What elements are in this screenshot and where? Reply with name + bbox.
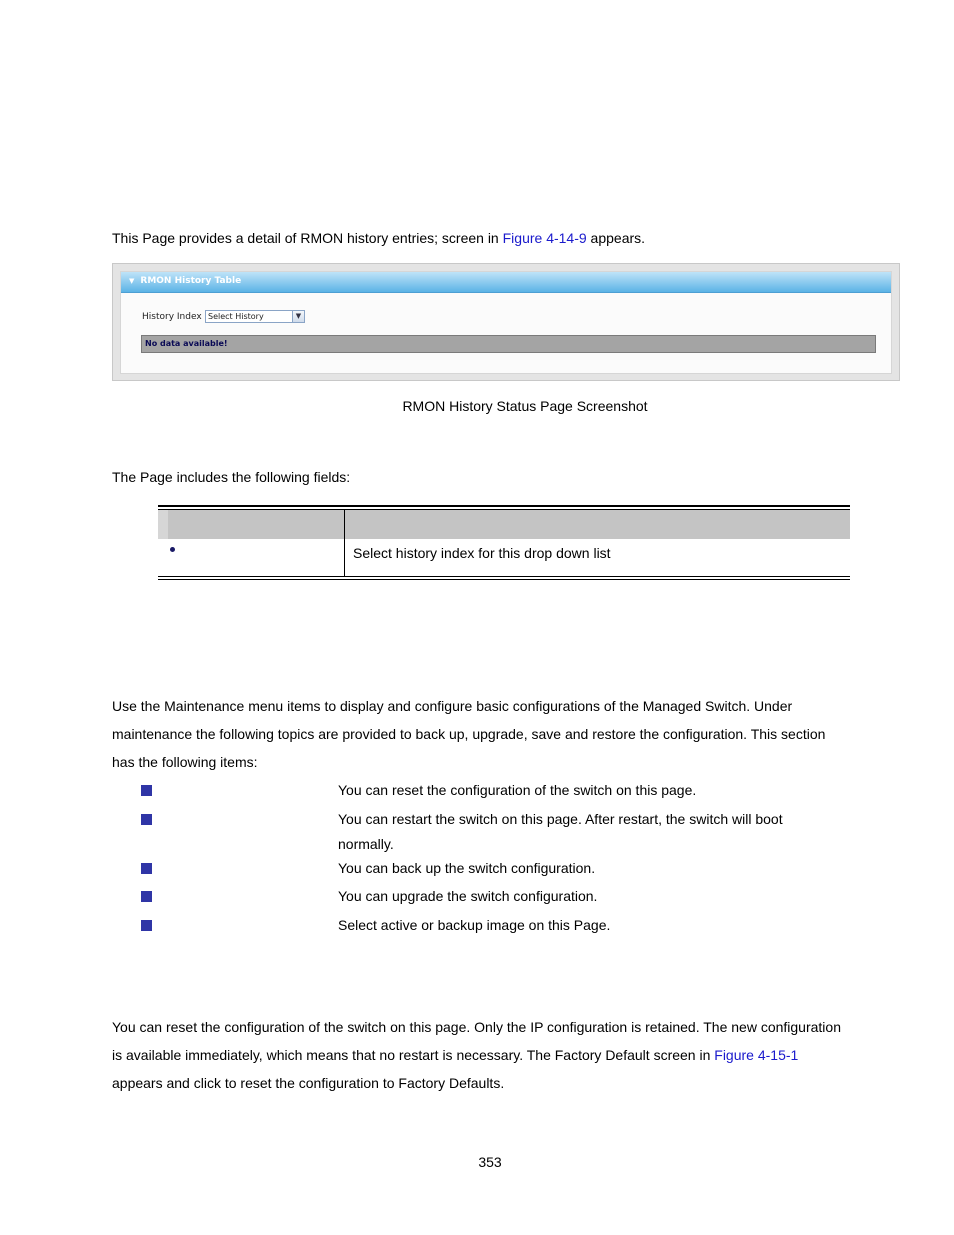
factory-default-text-start: is available immediately, which means that no restart is necessary. The Factory Default screen in xyxy=(112,1047,715,1063)
no-data-message: No data available! xyxy=(141,335,876,353)
list-item: You can reset the configuration of the switch on this page. xyxy=(338,782,697,798)
intro-text-start: This Page provides a detail of RMON history entries; screen in xyxy=(112,230,503,246)
rmon-panel xyxy=(120,271,892,374)
rmon-panel-title xyxy=(129,276,241,286)
factory-default-text: You can reset the configuration of the switch on this page. Only the IP configuration is retained. The new configuration xyxy=(112,1019,841,1035)
history-index-select[interactable] xyxy=(205,310,305,323)
figure-link[interactable]: Figure 4-14-9 xyxy=(502,230,587,246)
page-number: 353 xyxy=(478,1154,502,1170)
list-item: You can upgrade the switch configuration. xyxy=(338,888,598,904)
rmon-screenshot xyxy=(112,263,900,381)
table-rule xyxy=(158,576,850,577)
chevron-down-icon[interactable]: ▼ xyxy=(292,311,304,322)
history-index-select-value: Select History xyxy=(208,312,264,321)
maintenance-text: Use the Maintenance menu items to display and configure basic configurations of the Managed Switch. Under xyxy=(112,698,793,714)
rmon-panel-title-text: RMON History Table xyxy=(140,276,242,286)
square-bullet-icon xyxy=(141,814,152,825)
list-item-continued: normally. xyxy=(338,836,394,852)
table-cell-description: Select history index for this drop down list xyxy=(353,545,611,561)
fields-intro: The Page includes the following fields: xyxy=(112,469,351,485)
table-rule xyxy=(158,579,850,580)
figure-caption: RMON History Status Page Screenshot xyxy=(402,398,648,414)
table-column-divider xyxy=(344,510,345,577)
square-bullet-icon xyxy=(141,920,152,931)
table-header-shade xyxy=(158,510,168,539)
bullet-icon xyxy=(170,547,175,552)
intro-text xyxy=(112,230,645,246)
list-item: You can restart the switch on this page. After restart, the switch will boot xyxy=(338,811,783,827)
factory-default-text xyxy=(112,1047,798,1063)
maintenance-text: maintenance the following topics are provided to back up, upgrade, save and restore the configuration. This section xyxy=(112,726,826,742)
factory-default-text: appears and click to reset the configuration to Factory Defaults. xyxy=(112,1075,505,1091)
list-item: Select active or backup image on this Page. xyxy=(338,917,611,933)
list-item: You can back up the switch configuration. xyxy=(338,860,596,876)
square-bullet-icon xyxy=(141,863,152,874)
maintenance-text: has the following items: xyxy=(112,754,258,770)
collapse-arrow-icon: ▼ xyxy=(129,277,135,285)
table-header xyxy=(158,510,850,539)
history-index-label: History Index xyxy=(142,312,202,322)
square-bullet-icon xyxy=(141,891,152,902)
table-rule xyxy=(158,505,850,507)
square-bullet-icon xyxy=(141,785,152,796)
figure-link[interactable]: Figure 4-15-1 xyxy=(714,1047,799,1063)
intro-text-end: appears. xyxy=(586,230,646,246)
rmon-panel-header xyxy=(121,272,891,293)
